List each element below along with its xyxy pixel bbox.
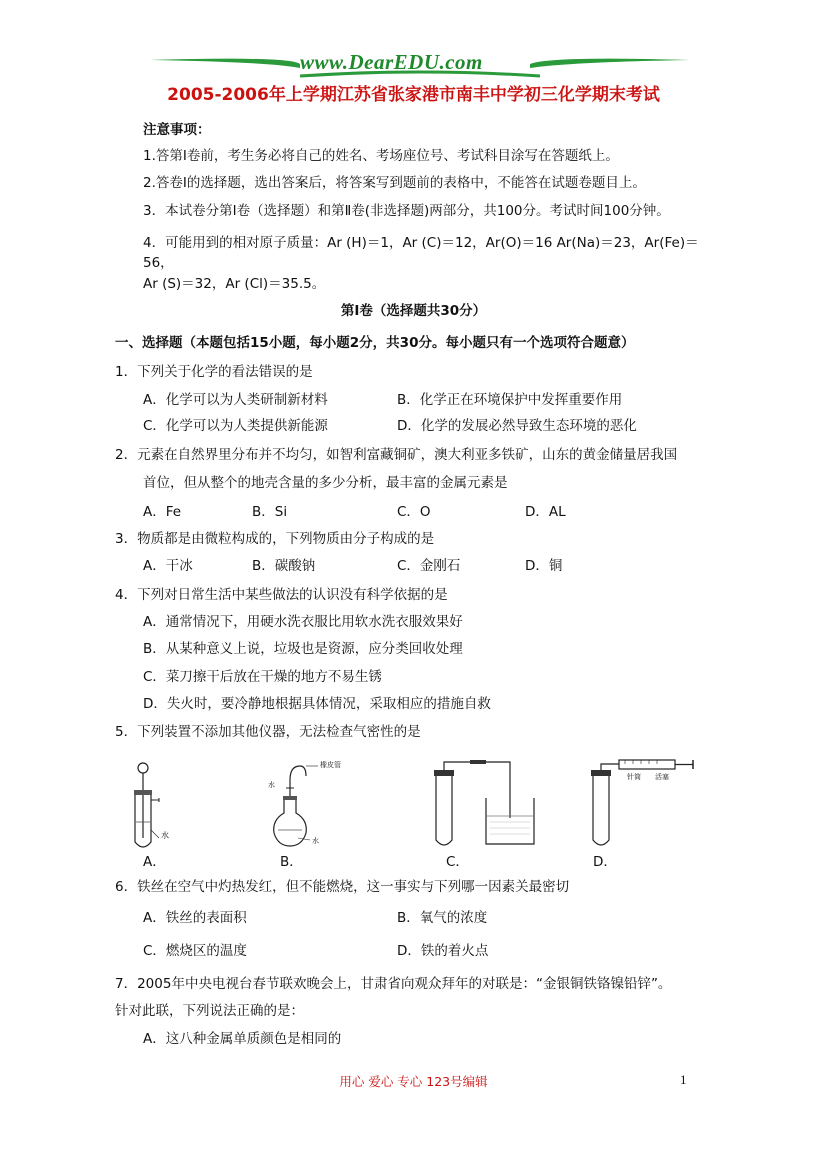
page-number: 1 (680, 1072, 687, 1087)
apparatus-c-icon (430, 758, 540, 853)
figure-label: 水 (312, 837, 319, 845)
option-d: D．铁的着火点 (397, 943, 489, 959)
option-a: A．通常情况下，用硬水洗衣服比用软水洗衣服效果好 (143, 614, 463, 630)
option-d: D．AL (525, 504, 566, 520)
figure-label: 水 (268, 781, 275, 789)
option-c: C．O (397, 504, 431, 520)
section-heading: 一、选择题（本题包括15小题，每小题2分，共30分。每小题只有一个选项符合题意） (115, 335, 635, 351)
apparatus-a-figure (125, 760, 185, 855)
figure-label: 活塞 (655, 773, 669, 781)
question-stem: 5．下列装置不添加其他仪器，无法检查气密性的是 (115, 724, 421, 740)
figure-label: 针筒 (627, 773, 641, 781)
question-stem: 6．铁丝在空气中灼热发红，但不能燃烧，这一事实与下列哪一因素关最密切 (115, 879, 570, 895)
option-c: C．金刚石 (397, 558, 461, 574)
option-d: D．化学的发展必然导致生态环境的恶化 (397, 418, 637, 434)
figure-a-label: A． (143, 854, 166, 870)
footer-text: 用心 爱心 专心 123号编辑 (339, 1074, 488, 1089)
apparatus-d-icon (585, 760, 705, 855)
notice-item: Ar (S)＝32，Ar (Cl)＝35.5。 (143, 276, 326, 292)
question-stem: 7．2005年中央电视台春节联欢晚会上，甘肃省向观众拜年的对联是：“金银铜铁铬镍铅锌”。 (115, 976, 672, 992)
option-b: B．化学正在环境保护中发挥重要作用 (397, 392, 623, 408)
option-b: B．氧气的浓度 (397, 910, 488, 926)
option-a: A．Fe (143, 504, 182, 520)
site-logo[interactable]: www.DearEDU.com (300, 50, 483, 74)
apparatus-d-figure (585, 760, 705, 855)
apparatus-a-icon (125, 760, 185, 855)
notice-item: 4．可能用到的相对原子质量：Ar (H)＝1，Ar (C)＝12，Ar(O)＝16 Ar(Na)＝23，Ar(Fe)＝ (143, 235, 699, 251)
notice-item: 3．本试卷分第Ⅰ卷（选择题）和第Ⅱ卷(非选择题)两部分，共100分。考试时间100分钟。 (143, 203, 670, 219)
figure-b-label: B． (280, 854, 303, 870)
option-b: B．碳酸钠 (252, 558, 316, 574)
option-a: A．化学可以为人类研制新材料 (143, 392, 328, 408)
option-a: A．铁丝的表面积 (143, 910, 247, 926)
notice-item: 2.答卷Ⅰ的选择题，选出答案后，将答案写到题前的表格中，不能答在试题卷题目上。 (143, 175, 646, 191)
question-stem-cont: 首位，但从整个的地壳含量的多少分析，最丰富的金属元素是 (143, 475, 508, 491)
figure-label: 水 (161, 831, 169, 840)
notice-heading: 注意事项： (143, 122, 211, 138)
option-d: D．铜 (525, 558, 563, 574)
page-title: 2005-2006年上学期江苏省张家港市南丰中学初三化学期末考试 (167, 85, 660, 105)
option-c: C．化学可以为人类提供新能源 (143, 418, 328, 434)
option-a: A．干冰 (143, 558, 193, 574)
apparatus-b-icon (268, 758, 348, 853)
apparatus-b-figure (268, 758, 348, 853)
option-b: B．Si (252, 504, 288, 520)
question-stem-cont: 针对此联，下列说法正确的是： (115, 1003, 304, 1019)
question-stem: 4．下列对日常生活中某些做法的认识没有科学依据的是 (115, 587, 448, 603)
figure-c-label: C． (446, 854, 469, 870)
option-a: A．这八种金属单质颜色是相同的 (143, 1031, 342, 1047)
question-stem: 2．元素在自然界里分布并不均匀，如智利富藏铜矿，澳大利亚多铁矿，山东的黄金储量居我国 (115, 447, 678, 463)
figure-d-label: D． (593, 854, 617, 870)
notice-item: 56， (143, 255, 174, 271)
notice-item: 1.答第Ⅰ卷前，考生务必将自己的姓名、考场座位号、考试科目涂写在答题纸上。 (143, 148, 619, 164)
part1-heading: 第Ⅰ卷（选择题共30分） (340, 303, 487, 319)
question-stem: 3．物质都是由微粒构成的，下列物质由分子构成的是 (115, 531, 435, 547)
option-c: C．燃烧区的温度 (143, 943, 247, 959)
apparatus-c-figure (430, 758, 540, 853)
option-b: B．从某种意义上说，垃圾也是资源，应分类回收处理 (143, 641, 463, 657)
option-c: C．菜刀擦干后放在干燥的地方不易生锈 (143, 669, 382, 685)
question-stem: 1．下列关于化学的看法错误的是 (115, 364, 313, 380)
figure-label: 橡皮管 (320, 761, 341, 769)
option-d: D．失火时，要冷静地根据具体情况，采取相应的措施自救 (143, 696, 491, 712)
